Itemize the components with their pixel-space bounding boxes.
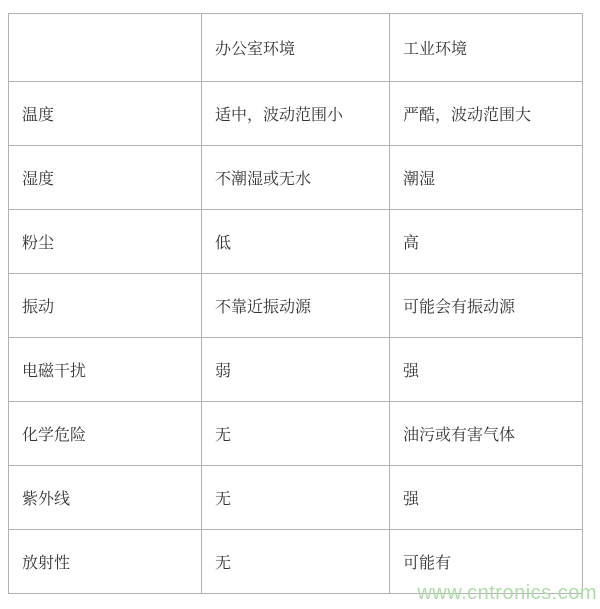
row-label-cell: 化学危险 — [9, 402, 202, 466]
value-cell: 不靠近振动源 — [202, 274, 390, 338]
value-cell: 低 — [202, 210, 390, 274]
table-row — [9, 338, 583, 402]
row-label-cell: 紫外线 — [9, 466, 202, 530]
row-label-cell: 振动 — [9, 274, 202, 338]
value-cell: 适中，波动范围小 — [202, 82, 390, 146]
value-cell: 可能会有振动源 — [390, 274, 583, 338]
value-cell: 潮湿 — [390, 146, 583, 210]
value-cell: 高 — [390, 210, 583, 274]
table-row — [9, 530, 583, 594]
value-cell: 可能有 — [390, 530, 583, 594]
value-cell: 无 — [202, 530, 390, 594]
header-cell-office-environment: 办公室环境 — [202, 14, 390, 82]
table-row — [9, 274, 583, 338]
value-cell: 弱 — [202, 338, 390, 402]
table-row — [9, 210, 583, 274]
value-cell: 无 — [202, 466, 390, 530]
header-cell-empty — [9, 14, 202, 82]
row-label-cell: 电磁干扰 — [9, 338, 202, 402]
table-row — [9, 82, 583, 146]
watermark: www.cntronics.com — [417, 582, 597, 604]
header-cell-industrial-environment: 工业环境 — [390, 14, 583, 82]
row-label-cell: 温度 — [9, 82, 202, 146]
table-row — [9, 466, 583, 530]
row-label-cell: 湿度 — [9, 146, 202, 210]
value-cell: 不潮湿或无水 — [202, 146, 390, 210]
table-header-row — [9, 14, 583, 82]
value-cell: 无 — [202, 402, 390, 466]
row-label-cell: 粉尘 — [9, 210, 202, 274]
value-cell: 油污或有害气体 — [390, 402, 583, 466]
value-cell: 严酷，波动范围大 — [390, 82, 583, 146]
value-cell: 强 — [390, 338, 583, 402]
table-body — [9, 82, 583, 594]
row-label-cell: 放射性 — [9, 530, 202, 594]
table-row — [9, 402, 583, 466]
environment-comparison-table — [8, 13, 583, 594]
value-cell: 强 — [390, 466, 583, 530]
table-row — [9, 146, 583, 210]
